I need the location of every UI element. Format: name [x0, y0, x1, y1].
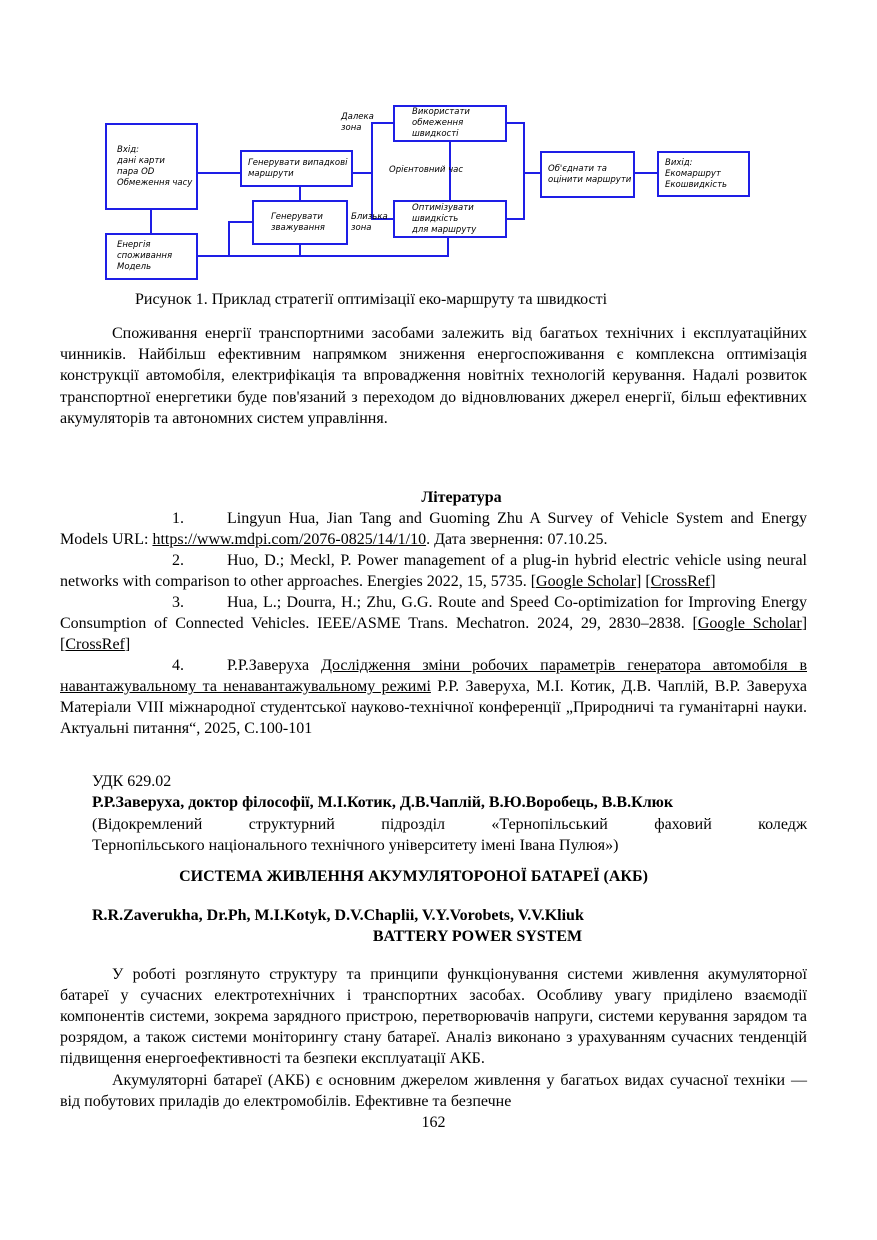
reference-item [60, 592, 807, 655]
reference-text: ] [ [636, 573, 651, 591]
flow-box-use-speed-limit: Використати обмеження швидкості [393, 105, 507, 142]
connector-line [507, 218, 525, 220]
flow-box-merge-evaluate-routes: Об'єднати та оцінити маршрути [540, 151, 635, 198]
figure-caption: Рисунок 1. Приклад стратегії оптимізації еко-маршруту та швидкості [135, 291, 608, 308]
affiliation-line: (Відокремлений структурний підрозділ «Тернопільський фаховий коледж [92, 815, 807, 833]
connector-line [299, 245, 301, 257]
reference-text: ] [124, 636, 131, 654]
reference-text: Р.Р. Заверуха, М.І. Котик, Д.В. Чаплій, В.Р. Заверуха Матеріали VIII міжнародної студентської науково-технічної конференції „Природничі та гуманітарні науки. Актуальні питання“, 2025, С.100-101 [60, 678, 808, 738]
body-paragraph: Акумуляторні батареї (АКБ) є основним джерелом живлення у багатьох видах сучасної техніки — від побутових приладів до електромобілів. Ефективне та безпечне [60, 1071, 807, 1110]
connector-line [447, 238, 449, 257]
connector-line [371, 122, 393, 124]
reference-text: Lingyun Hua, Jian Tang and Guoming Zhu A Survey of Vehicle System and Energy Models URL: [60, 510, 807, 549]
reference-item [60, 550, 807, 592]
connector-line [228, 221, 252, 223]
flow-box-generate-weighting: Генерувати зважування [252, 200, 348, 245]
flow-box-optimize-speed: Оптимізувати швидкість для маршруту [393, 200, 507, 238]
connector-line [523, 172, 540, 174]
reference-link[interactable]: Google Scholar [536, 573, 637, 591]
reference-link[interactable]: CrossRef [650, 573, 711, 591]
connector-line [523, 122, 525, 220]
flow-box-output: Вихід: Екомаршрут Екошвидкість [657, 151, 750, 197]
reference-text: ] [710, 573, 716, 591]
literature-heading: Література [421, 489, 502, 507]
reference-number: 2. [172, 552, 184, 570]
reference-link[interactable]: https://www.mdpi.com/2076-0825/14/1/10 [152, 531, 427, 549]
connector-line [198, 255, 449, 257]
reference-text: Hua, L.; Dourra, H.; Zhu, G.G. Route and Speed Co-optimization for Improving Energy Consumption of Connected Vehicles. IEEE/ASME Trans. Mechatron. 2024, 29, 2830–2838. [ [60, 594, 807, 633]
connector-line [299, 187, 301, 200]
connector-line [371, 122, 373, 220]
affiliation [92, 814, 807, 856]
flow-box-input: Вхід: дані карти пара OD Обмеження часу [105, 123, 198, 210]
reference-link[interactable]: Google Scholar [697, 615, 802, 633]
reference-item [60, 655, 807, 739]
connector-line [353, 172, 372, 174]
body-paragraph: Споживання енергії транспортними засобами залежить від багатьох технічних і експлуатаційних чинників. Найбільш ефективним напрямком зниження енергоспоживання є комплексна оптимізація конструкції автомобіля, електрифікація та впровадження новітніх технологій керування. Надалі розвиток транспортної енергетики буде пов'язаний з переходом до відновлюваних джерел енергії, більш ефективних акумуляторів та автономних систем управління. [60, 325, 807, 427]
reference-text: ] [ [60, 615, 808, 654]
flow-box-energy-consumption-model: Енергія споживання Модель [105, 233, 198, 280]
article-title-ua: СИСТЕМА ЖИВЛЕННЯ АКУМУЛЯТОРОНОЇ БАТАРЕЇ (АКБ) [179, 868, 648, 886]
affiliation-line: Тернопільського національного технічного університету імені Івана Пулюя») [92, 836, 619, 854]
reference-item [60, 508, 807, 550]
reference-number: 1. [172, 510, 184, 528]
flow-box-generate-random-routes: Генерувати випадкові маршрути [240, 150, 353, 187]
label-far-zone: Далека зона [341, 112, 374, 133]
article-header [92, 771, 807, 856]
connector-line [228, 221, 230, 257]
reference-text: Дослідження зміни робочих параметрів генератора автомобіля в навантажувальному та ненавантажувальному режимі [60, 657, 808, 696]
authors-ua: Р.Р.Заверуха, доктор філософії, М.І.Котик, Д.В.Чаплій, В.Ю.Воробець, В.В.Клюк [92, 794, 674, 812]
connector-line [635, 172, 657, 174]
label-near-zone: Близька зона [351, 212, 388, 233]
figure-flowchart [0, 100, 877, 285]
page-number: 162 [421, 1114, 446, 1132]
udc-code: УДК 629.02 [92, 773, 172, 791]
connector-line [198, 172, 240, 174]
reference-text: Huo, D.; Meckl, P. Power management of a plug-in hybrid electric vehicle using neural networks with comparison to other approaches. Energies 2022, 15, 5735. [ [60, 552, 807, 591]
article-title-en: BATTERY POWER SYSTEM [372, 928, 583, 946]
authors-en: R.R.Zaverukha, Dr.Ph, M.I.Kotyk, D.V.Chaplii, V.Y.Vorobets, V.V.Kliuk [92, 907, 584, 925]
reference-link[interactable]: CrossRef [65, 636, 125, 654]
reference-number: 4. [172, 657, 184, 675]
abstract-paragraph: У роботі розглянуто структуру та принципи функціонування системи живлення акумуляторної батареї у сучасних електротехнічних і транспортних засобах. Особливу увагу приділено взаємодії компонентів системи, зокрема зарядного пристрою, перетворювачів напруги, системи керування зарядом та розрядом, а також системи моніторингу стану батареї. Аналіз виконано з урахуванням сучасних тенденцій підвищення енергоефективності та безпеки експлуатації АКБ. [60, 965, 807, 1068]
reference-text: Р.Р.Заверуха [227, 657, 322, 675]
connector-line [150, 210, 152, 233]
reference-text: . Дата звернення: 07.10.25. [426, 531, 608, 549]
label-orientation-time: Орієнтовний час [389, 165, 464, 175]
reference-number: 3. [172, 594, 184, 612]
